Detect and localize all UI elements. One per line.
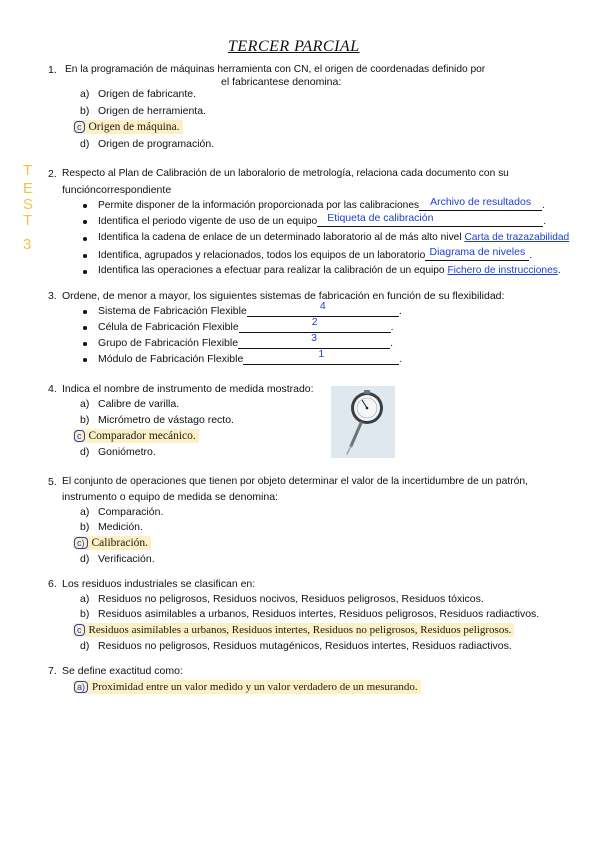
order-item-text: Grupo de Fabricación Flexible [98, 337, 239, 349]
question-number: 7. [48, 665, 57, 677]
option-text: Origen de programación. [98, 138, 215, 150]
handwritten-answer: 2 [311, 316, 318, 328]
selected-circle-mark: c [74, 624, 85, 636]
question-text: funcióncorrespondiente [62, 184, 172, 196]
question-text: Respecto al Plan de Calibración de un laboralorio de metrología, relaciona cada documento con su [62, 168, 509, 179]
question-text: instrumento o equipo de medida se denomina: [62, 491, 278, 503]
option-text: Proximidad entre un valor medido y un valor verdadero de un mesurando. [92, 681, 418, 693]
question-text: Los residuos industriales se clasifican en: [62, 578, 256, 590]
option-letter: b) [80, 105, 90, 117]
answer-option[interactable] [80, 553, 155, 565]
bullet [83, 254, 87, 258]
selected-circle-mark: c [74, 430, 85, 442]
question-text: En la programación de máquinas herramienta con CN, el origen de coordenadas definido por [65, 64, 486, 75]
option-text: Origen de fabricante. [98, 88, 197, 100]
match-item-text: Permite disponer de la información proporcionada por las calibraciones [98, 200, 420, 211]
question-text: El conjunto de operaciones que tienen por objeto determinar el valor de la incertidumbre de un patrón, [62, 476, 528, 487]
answer-blank[interactable] [425, 246, 529, 261]
handwritten-answer: Etiqueta de calibración [327, 212, 434, 224]
option-text: Comparación. [98, 506, 164, 518]
match-item: Identifica, agrupados y relacionados, todos los equipos de un laboratorio Diagrama de niveles . [98, 246, 533, 261]
answer-option[interactable] [80, 88, 196, 100]
answer-option[interactable] [80, 414, 234, 426]
answer-option[interactable] [80, 105, 206, 117]
match-item-text: Identifica, agrupados y relacionados, todos los equipos de un laboratorio [98, 250, 426, 261]
answer-option-selected[interactable] [73, 120, 183, 134]
question-number: 3. [48, 290, 57, 302]
option-text: Micrómetro de vástago recto. [98, 414, 234, 426]
bullet [83, 270, 87, 274]
bullet [83, 310, 87, 314]
answer-option[interactable] [80, 593, 484, 605]
dial-indicator-image [331, 386, 395, 458]
handwritten-answer[interactable]: Fichero de instrucciones [447, 265, 558, 276]
option-letter: b) [80, 414, 90, 426]
option-text: Origen de herramienta. [98, 105, 206, 117]
question-text: el fabricantese denomina: [221, 76, 342, 88]
answer-option[interactable] [80, 640, 512, 652]
match-item: Permite disponer de la información proporcionada por las calibraciones Archivo de resultados . [98, 196, 545, 211]
question-text: Indica el nombre de instrumento de medida mostrado: [62, 383, 314, 395]
option-text: Goniómetro. [98, 446, 156, 458]
option-text: Calibre de varilla. [98, 398, 180, 410]
option-text: Verificación. [98, 553, 155, 565]
answer-option[interactable] [80, 138, 214, 150]
option-text: Residuos no peligrosos, Residuos nocivos, Residuos peligrosos, Residuos tóxicos. [98, 593, 484, 605]
match-item-text: Identifica las operaciones a efectuar para realizar la calibración de un equipo [98, 265, 445, 276]
match-item [98, 232, 569, 243]
handwritten-answer: 3 [311, 332, 317, 344]
match-item-text: Identifica la cadena de enlace de un determinado laboratorio al de más alto nivel [98, 232, 462, 243]
handwritten-answer: Archivo de resultados [430, 196, 532, 208]
handwritten-answer: 4 [319, 300, 326, 312]
bullet [83, 204, 87, 208]
answer-blank[interactable] [419, 196, 542, 211]
answer-option-selected[interactable] [73, 680, 421, 694]
answer-option[interactable] [80, 521, 143, 533]
option-text: Residuos asimilables a urbanos, Residuos intertes, Residuos peligrosos, Residuos radiactivos. [98, 608, 540, 620]
match-item-text: Identifica el periodo vigente de uso de un equipo [98, 216, 318, 227]
option-text: Comparador mecánico. [88, 430, 196, 442]
bullet [83, 220, 87, 224]
question-text: Se define exactitud como: [62, 665, 183, 677]
tag-letter: S [23, 196, 34, 213]
option-text: Origen de máquina. [88, 121, 180, 133]
bullet [83, 342, 87, 346]
selected-circle-mark: a) [74, 681, 88, 693]
bullet [83, 358, 87, 362]
bullet [83, 326, 87, 330]
order-item: Sistema de Fabricación Flexible 4 . [98, 300, 402, 317]
answer-option[interactable] [80, 446, 156, 458]
option-text: Calibración. [91, 537, 149, 549]
match-item: Identifica las operaciones a efectuar para realizar la calibración de un equipo Fichero de instrucciones. [98, 265, 561, 276]
bullet [83, 237, 87, 241]
dial-indicator-icon [331, 386, 395, 458]
tag-letter: 3 [23, 236, 32, 253]
tag-letter: T [23, 162, 33, 179]
answer-option[interactable] [80, 608, 539, 620]
order-item-text: Sistema de Fabricación Flexible [98, 305, 247, 317]
handwritten-answer: Diagrama de niveles [429, 246, 526, 258]
page-title: TERCER PARCIAL [228, 38, 360, 55]
order-item: Módulo de Fabricación Flexible 1 . [98, 348, 403, 365]
question-number: 2. [48, 168, 57, 180]
handwritten-answer: 1 [318, 348, 325, 360]
answer-option-selected[interactable] [73, 536, 151, 550]
answer-option[interactable] [80, 506, 163, 518]
tag-letter: T [23, 212, 33, 229]
handwritten-answer[interactable]: Carta de trazazabilidad [464, 232, 570, 243]
question-number: 1. [48, 64, 57, 76]
option-letter: a) [80, 398, 90, 410]
option-text: Residuos asimilables a urbanos, Residuos intertes, Residuos no peligrosos, Residuos peligrosos. [88, 624, 512, 636]
order-item: Grupo de Fabricación Flexible 3 . [98, 332, 393, 349]
option-letter: d) [80, 640, 90, 652]
option-letter: b) [80, 521, 90, 533]
option-letter: b) [80, 608, 90, 620]
selected-circle-mark: c) [74, 537, 88, 549]
question-text: Ordene, de menor a mayor, los siguientes sistemas de fabricación en función de su flexibilidad: [62, 290, 505, 302]
question-number: 4. [48, 383, 57, 395]
question-number: 6. [48, 578, 57, 590]
option-letter: d) [80, 553, 90, 565]
order-item-text: Célula de Fabricación Flexible [98, 321, 239, 333]
question-number: 5. [48, 476, 57, 488]
option-letter: a) [80, 506, 90, 518]
order-item: Célula de Fabricación Flexible 2 . [98, 316, 394, 333]
option-text: Residuos no peligrosos, Residuos mutagénicos, Residuos intertes, Residuos radiactivos. [98, 640, 512, 652]
tag-letter: E [23, 180, 34, 197]
answer-option[interactable] [80, 398, 179, 410]
answer-option-selected[interactable] [73, 623, 514, 637]
selected-circle-mark: c [74, 121, 85, 133]
option-letter: a) [80, 88, 90, 100]
order-item-text: Módulo de Fabricación Flexible [98, 353, 244, 365]
option-letter: d) [80, 138, 90, 150]
option-letter: a) [80, 593, 90, 605]
option-text: Medición. [98, 521, 143, 533]
answer-option-selected[interactable] [73, 429, 199, 443]
match-item: Identifica el periodo vigente de uso de un equipo Etiqueta de calibración . [98, 212, 547, 227]
option-letter: d) [80, 446, 90, 458]
